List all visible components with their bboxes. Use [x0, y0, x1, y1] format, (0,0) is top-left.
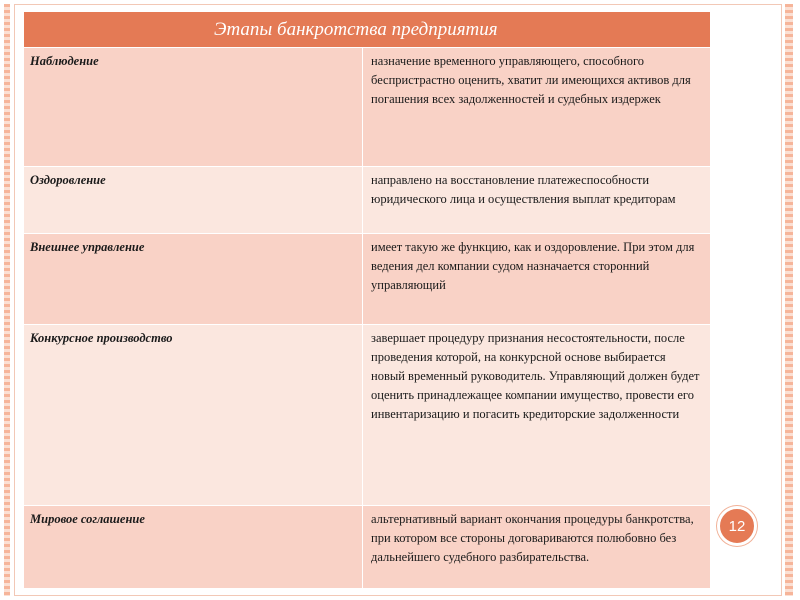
- table-title: Этапы банкротства предприятия: [24, 12, 710, 47]
- stage-name: Мировое соглашение: [24, 505, 363, 588]
- stage-description: направлено на восстановление платежеспособности юридического лица и осуществления выплат кредиторам: [363, 166, 710, 233]
- stage-description: альтернативный вариант окончания процедуры банкротства, при котором все стороны договариваются полюбовно без дальнейшего судебного разбирательства.: [363, 505, 710, 588]
- bankruptcy-stages-table: [24, 12, 710, 588]
- stage-description: завершает процедуру признания несостоятельности, после проведения которой, на конкурсной основе выбирается новый временный руководитель. Управляющий должен будет оценить принадлежащее компании имущество, провести его инвентаризацию и погасить кредиторские задолженности: [363, 324, 710, 505]
- stage-description: имеет такую же функцию, как и оздоровление. При этом для ведения дел компании судом назначается сторонний управляющий: [363, 233, 710, 324]
- stage-name: Конкурсное производство: [24, 324, 363, 505]
- stage-name: Оздоровление: [24, 166, 363, 233]
- stage-name: Наблюдение: [24, 47, 363, 166]
- stage-description: назначение временного управляющего, способного беспристрастно оценить, хватит ли имеющихся активов для погашения всех задолженностей и судебных издержек: [363, 47, 710, 166]
- left-decorative-stripe: [4, 4, 10, 596]
- page-number-badge: 12: [717, 506, 757, 546]
- right-decorative-stripe: [785, 4, 793, 596]
- stage-name: Внешнее управление: [24, 233, 363, 324]
